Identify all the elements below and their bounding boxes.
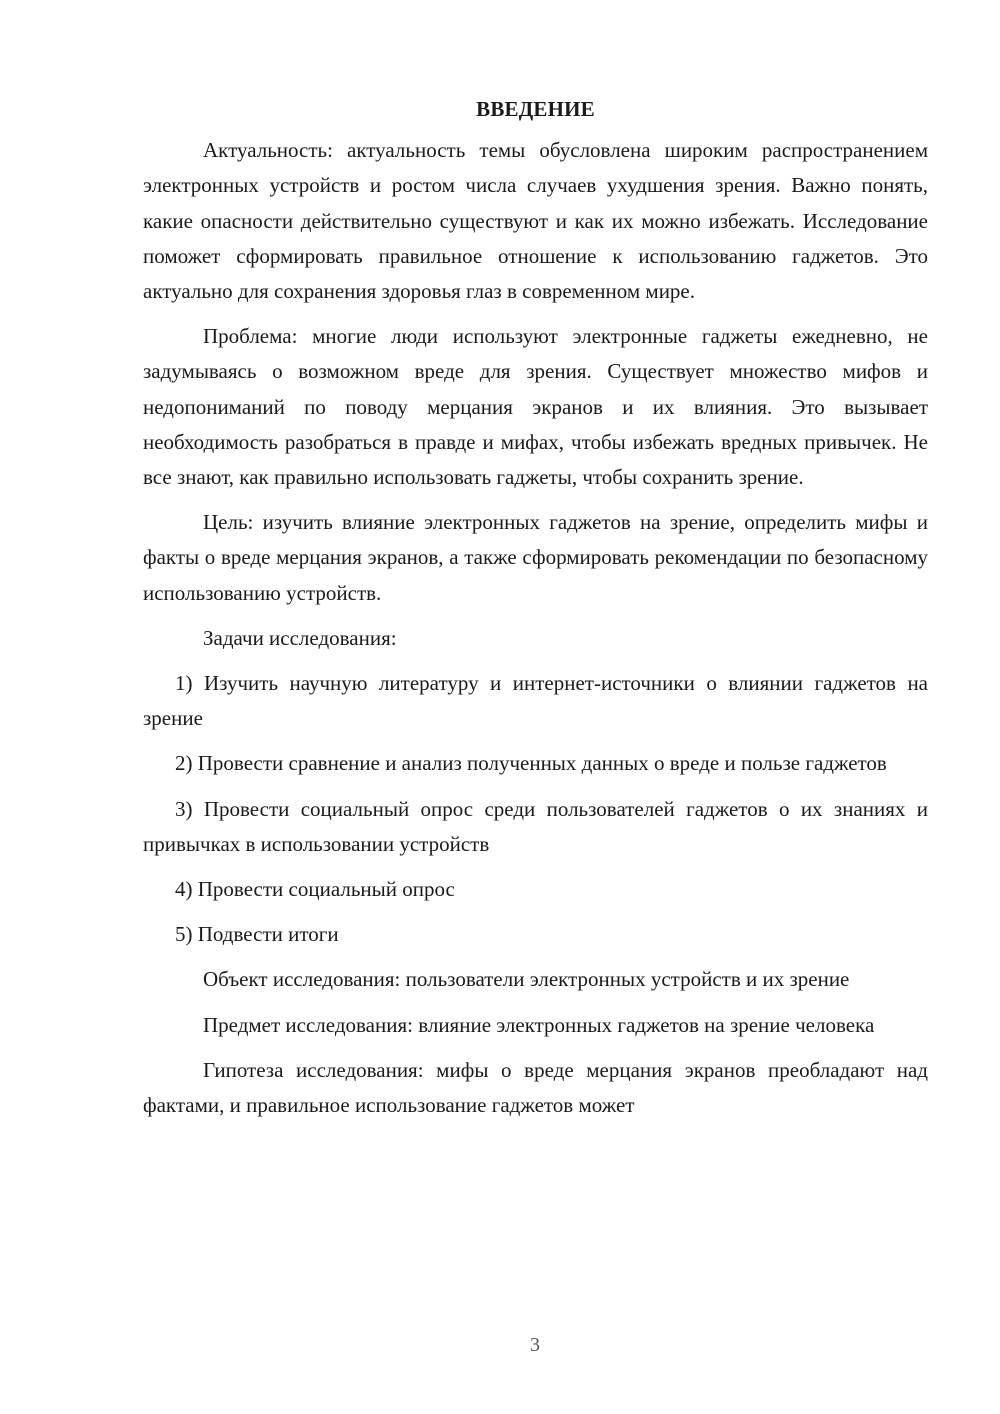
section-heading: ВВЕДЕНИЕ [476,97,595,121]
hypothesis-paragraph: Гипотеза исследования: мифы о вреде мерцания экранов преобладают над фактами, и правильное использование гаджетов может [143,1057,928,1118]
object-paragraph: Объект исследования: пользователи электронных устройств и их зрение [203,967,850,992]
problem-paragraph: Проблема: многие люди используют электронные гаджеты ежедневно, не задумываясь о возможном вреде для зрения. Существует множество мифов и недопониманий по поводу мерцания экранов и их влияния. Это вызывает необходимость разобраться в правде и мифах, чтобы избежать вредных привычек. Не все знают, как правильно использовать гаджеты, чтобы сохранить зрение. [143,324,928,490]
document-page [143,92,928,1133]
relevance-paragraph: Актуальность: актуальность темы обусловлена широким распространением электронных устройств и ростом числа случаев ухудшения зрения. Важно понять, какие опасности действительно существуют и как их можно избежать. Исследование поможет сформировать правильное отношение к использованию гаджетов. Это актуально для сохранения здоровья глаз в современном мире. [143,138,928,304]
task-item: 5) Подвести итоги [175,922,339,947]
subject-paragraph: Предмет исследования: влияние электронных гаджетов на зрение человека [203,1012,875,1037]
goal-paragraph: Цель: изучить влияние электронных гаджетов на зрение, определить мифы и факты о вреде мерцания экранов, а также сформировать рекомендации по безопасному использованию устройств. [143,510,928,605]
task-item: 4) Провести социальный опрос [175,877,455,902]
task-item: 2) Провести сравнение и анализ полученных данных о вреде и пользе гаджетов [175,751,887,776]
task-item: 1) Изучить научную литературу и интернет-источники о влиянии гаджетов на зрение [143,671,928,731]
page-number: 3 [530,1334,540,1356]
tasks-title: Задачи исследования: [203,625,397,650]
task-item: 3) Провести социальный опрос среди пользователей гаджетов о их знаниях и привычках в использовании устройств [143,796,928,856]
